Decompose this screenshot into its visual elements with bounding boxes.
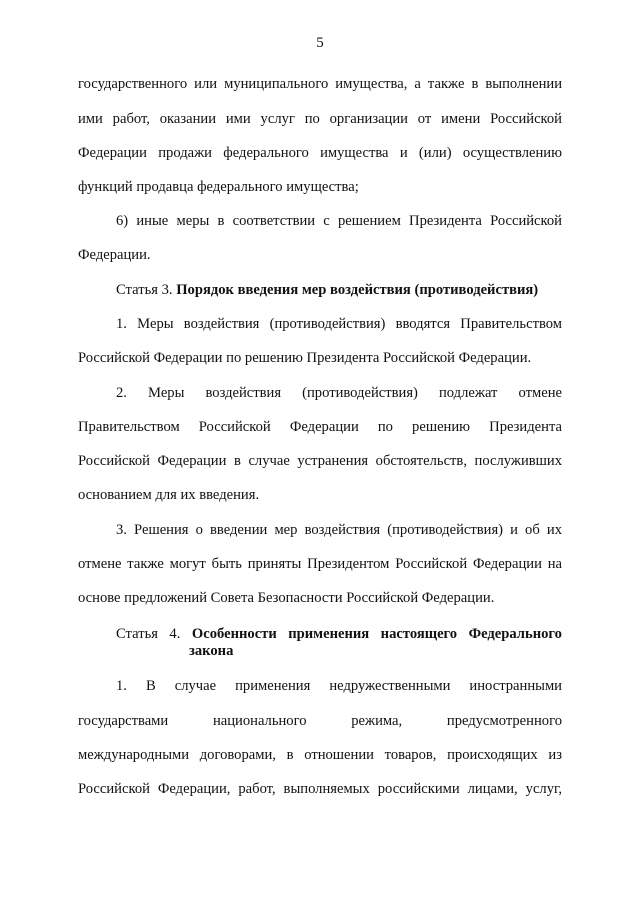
text-line: Российской Федерации по решению Президента Российской Федерации. [78,350,532,366]
article-3-item-1: 1. Меры воздействия (противодействия) вводятся Правительством [116,316,562,332]
article-4-item-1: 1. В случае применения недружественными иностранными [116,678,562,694]
article-3-title: Порядок введения мер воздействия (противодействия) [176,282,539,298]
text-line: международными договорами, в отношении товаров, происходящих из [78,747,562,763]
text-line: отмене также могут быть приняты Президентом Российской Федерации на [78,556,562,572]
text-line: Федерации продажи федерального имущества и (или) осуществлению [78,145,562,161]
text-line: функций продавца федерального имущества; [78,179,359,195]
text-line: основе предложений Совета Безопасности Российской Федерации. [78,590,495,606]
article-4-title-line-1: Особенности применения настоящего Федерального [191,626,562,642]
page-number: 5 [316,35,324,51]
article-4-label: Статья 4. [116,626,181,642]
article-3-item-2: 2. Меры воздействия (противодействия) подлежат отмене [116,385,562,401]
article-4-title-line-2: закона [189,643,234,659]
text-line: государственного или муниципального имущества, а также в выполнении [78,76,562,92]
text-line: Российской Федерации, работ, выполняемых российскими лицами, услуг, [78,781,562,797]
text-line: основанием для их введения. [78,487,260,503]
list-item-6: 6) иные меры в соответствии с решением Президента Российской [116,213,562,229]
article-3-item-3: 3. Решения о введении мер воздействия (противодействия) и об их [116,522,562,538]
text-line: Федерации. [78,247,151,263]
text-line: ими работ, оказании ими услуг по организации от имени Российской [78,111,562,127]
text-line: Правительством Российской Федерации по решению Президента [78,419,562,435]
text-line: Российской Федерации в случае устранения обстоятельств, послуживших [78,453,562,469]
text-line: государствами национального режима, предусмотренного [78,713,562,729]
article-3-heading [116,280,562,300]
article-3-label: Статья 3. [116,282,173,298]
